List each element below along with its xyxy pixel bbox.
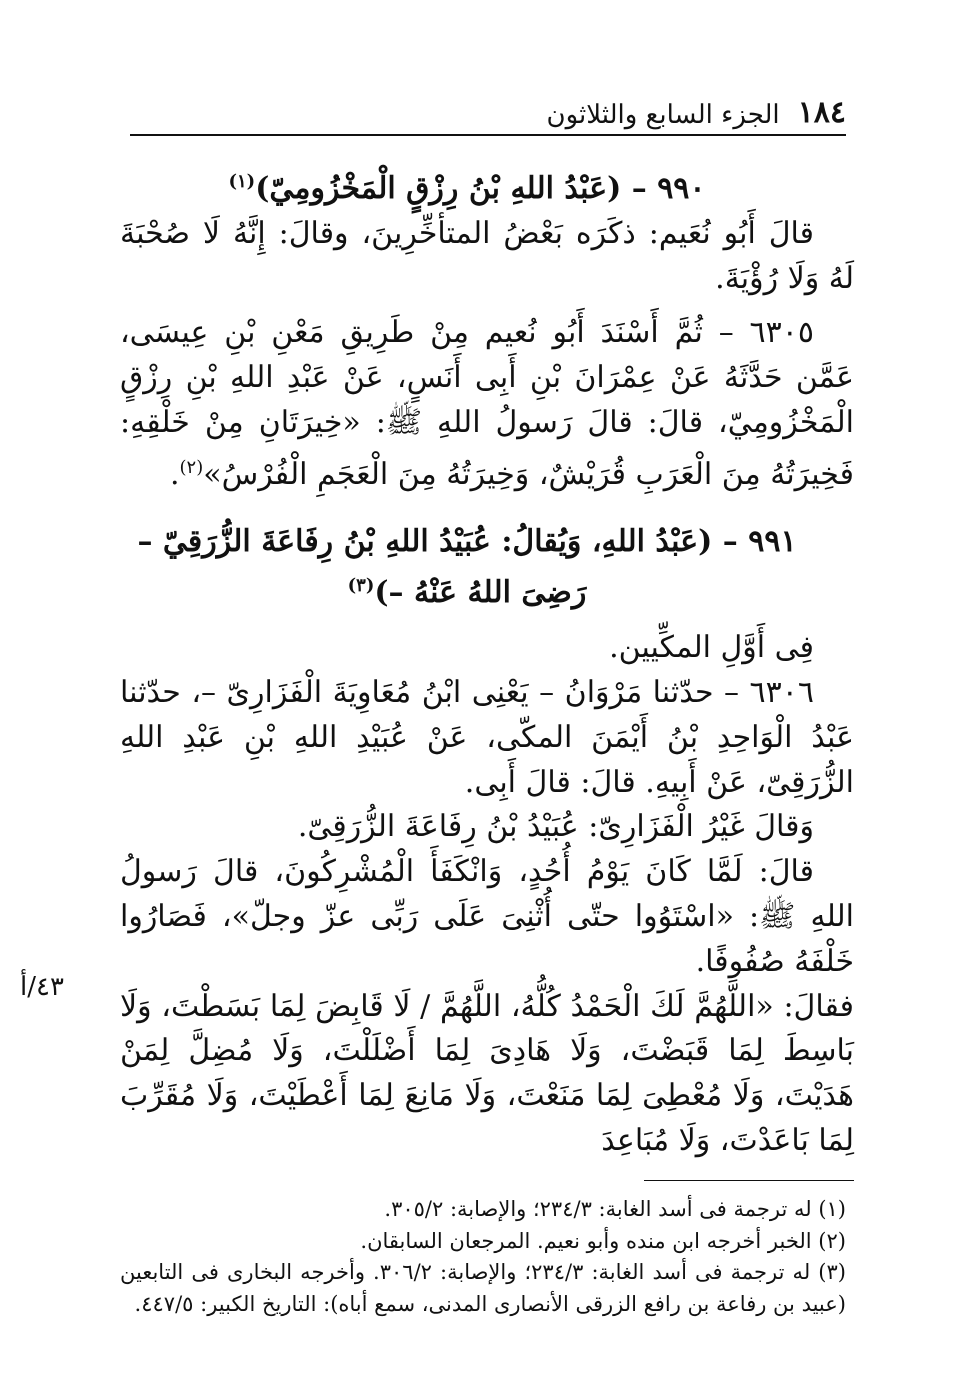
footnote-2: (٢) الخبر أخرجه ابن منده وأبو نعيم. المرجعان السابقان. [360, 1228, 846, 1253]
page-header [130, 86, 846, 136]
footnote-3: (٣) له ترجمة فى أسد الغابة: ٢٣٤/٣؛ والإصابة: ٣٠٦/٢. وأخرجه البخارى فى التابعين (عبيد بن رفاعة بن رافع الزرقى الأنصارى المدنى، سمع أباه): التاريخ الكبير: ٤٤٧/٥. [120, 1260, 846, 1316]
hadith-6306: ٦٣٠٦ – حدّثنا مَرْوَانُ – يَعْنِى ابْنُ مُعَاوِيَةَ الْفَزَارِىّ –، حدّثنا عَبْدُ الْوَاحِدِ بْنُ أَيْمَنَ المكّى، عَنْ عُبَيْدِ اللهِ بْنِ عَبْدِ اللهِ الزُّرَقِىّ، عَنْ أَبِيهِ. قالَ: قالَ أَبِى. [120, 674, 854, 800]
footnote-ref: (٢) [179, 456, 204, 478]
paragraph: وَقالَ غَيْرُ الْفَزَارِىّ: عُبَيْدُ بْنُ رِفَاعَةَ الزُّرَقِىّ. [297, 809, 814, 845]
running-title: الجزء السابع والثلاثون [546, 100, 780, 130]
footnote-1: (١) له ترجمة فى أسد الغابة: ٢٣٤/٣؛ والإصابة: ٣٠٥/٢. [384, 1197, 846, 1221]
entry-heading-990: ٩٩٠ – (عَبْدُ اللهِ بْنُ رِزْقٍ الْمَخْزُومِيّ)$^{(١)}$ [228, 171, 706, 206]
hadith-6305: ٦٣٠٥ – ثُمَّ أَسْنَدَ أَبُو نُعيم مِنْ طَرِيقِ مَعْنِ بْنِ عِيسَى، عَمَّن حَدَّثَهُ عَنْ عِمْرَانَ بْنِ أَبِى أَنَسٍ، عَنْ عَبْدِ اللهِ بْنِ رِزْقٍ الْمَخْزُومِيّ، قالَ: قالَ رَسولُ اللهِ ﷺ: «خِيرَتَانِ مِنْ خَلْقِهِ: فَخِيرَتُهُ مِنَ الْعَرَبِ قُرَيْشٌ، وَخِيرَتُهُ مِنَ الْعَجَمِ الْفُرْسُ»$^{(٢)}$. [120, 315, 854, 492]
manuscript-folio-note: ٤٣/أ [20, 972, 64, 1002]
paragraph: فقالَ: «اللَّهُمَّ لَكَ الْحَمْدُ كُلُّهُ، اللَّهُمَّ / لَا قَابِضَ لِمَا بَسَطْتَ، وَلَا بَاسِطَ لِمَا قَبَضْتَ، وَلَا هَادِىَ لِمَا أَضْلَلْتَ، وَلَا مُضِلَّ لِمَنْ هَدَيْتَ، وَلَا مُعْطِىَ لِمَا مَنَعْتَ، وَلَا مَانِعَ لِمَا أَعْطَيْتَ، وَلَا مُقَرِّبَ لِمَا بَاعَدْتَ، وَلَا مُبَاعِدَ [120, 988, 854, 1158]
page-number: ١٨٤ [797, 95, 846, 130]
footnote-divider [644, 1180, 854, 1181]
main-text [120, 160, 854, 1164]
paragraph: فِى أَوَّلِ المكِّيين. [609, 630, 814, 666]
footnotes [120, 1194, 846, 1320]
footnote-ref: (١) [228, 171, 256, 192]
footnote-ref: (٣) [347, 575, 375, 597]
entry-heading-991: ٩٩١ – (عَبْدُ اللهِ، وَيُقالُ: عُبَيْدُ اللهِ بْنُ رِفَاعَةَ الزُّرَقِيّ – رَضِىَ اللهُ عَنْهُ –)$^{(٣)}$ [137, 523, 797, 611]
paragraph: قالَ أَبُو نُعَيم: ذكَرَه بَعْضُ المتأخِّرِينَ، وقالَ: إِنَّهُ لَا صُحْبَةَ لَهُ وَلَا رُؤْيَةَ. [120, 215, 854, 296]
paragraph: قالَ: لَمَّا كَانَ يَوْمُ أُحُدٍ، وَانْكَفَأَ الْمُشْرِكُونَ، قالَ رَسولُ اللهِ ﷺ: «اسْتَوُوا حتّى أُثْنِىَ عَلَى رَبِّى عزّ وجلّ»، فَصَارُوا خَلْفَهُ صُفُوفًا. [120, 854, 854, 979]
